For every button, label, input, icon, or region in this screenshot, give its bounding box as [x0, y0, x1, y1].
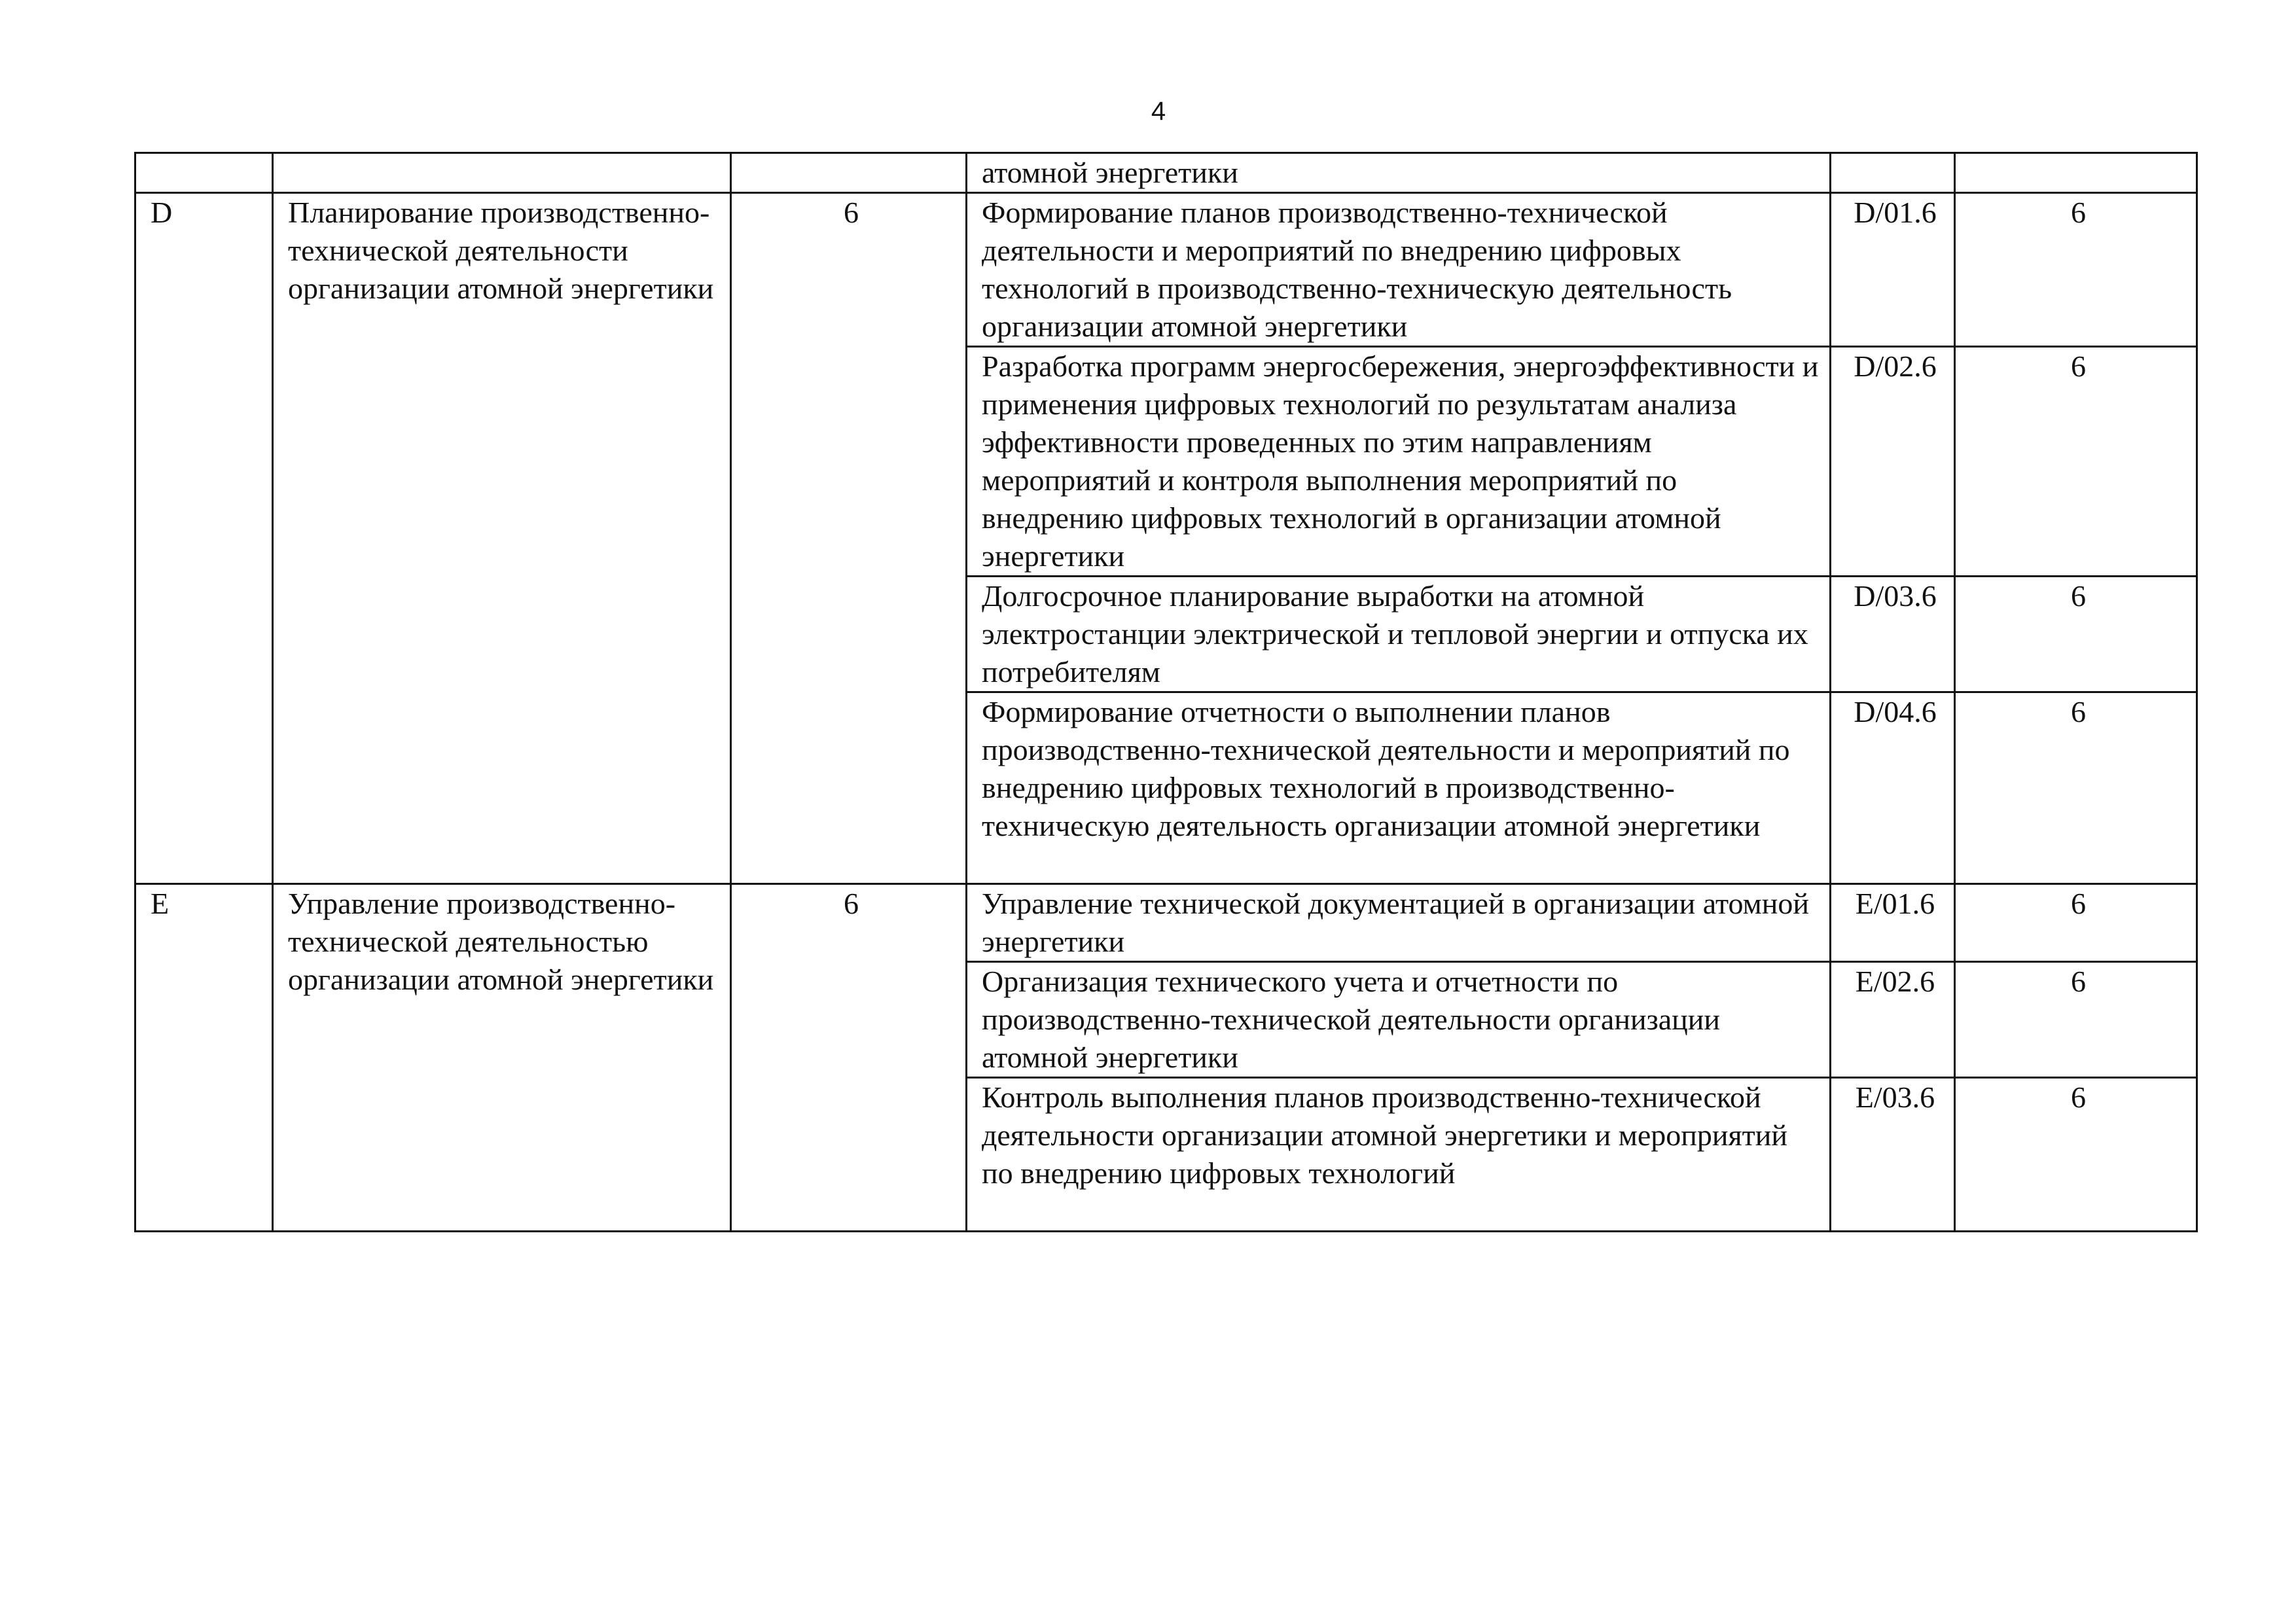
- table-row: [135, 193, 2197, 347]
- function-name: Контроль выполнения планов производственно-технической деятельности организации атомной энергетики и мероприятий по внедрению цифровых технологий: [967, 1078, 1831, 1232]
- empty-cell: [273, 153, 731, 193]
- function-sublevel: 6: [1955, 347, 2197, 577]
- group-code: D: [135, 193, 273, 884]
- page-number: 4: [1151, 97, 1166, 126]
- function-code: D/02.6: [1831, 347, 1955, 577]
- function-sublevel: 6: [1955, 692, 2197, 884]
- group-code: E: [135, 884, 273, 1232]
- function-code: D/04.6: [1831, 692, 1955, 884]
- empty-cell: [1955, 153, 2197, 193]
- empty-cell: [1831, 153, 1955, 193]
- function-code: E/01.6: [1831, 884, 1955, 962]
- function-code: E/03.6: [1831, 1078, 1955, 1232]
- table-row: [135, 884, 2197, 962]
- function-name: Управление технической документацией в организации атомной энергетики: [967, 884, 1831, 962]
- function-name: Разработка программ энергосбережения, энергоэффективности и применения цифровых технологий по результатам анализа эффективности проведенных по этим направлениям мероприятий и контроля выполнения мероприятий по внедрению цифровых технологий в организации атомной энергетики: [967, 347, 1831, 577]
- function-sublevel: 6: [1955, 577, 2197, 692]
- group-level: 6: [731, 884, 967, 1232]
- function-code: D/01.6: [1831, 193, 1955, 347]
- function-sublevel: 6: [1955, 962, 2197, 1078]
- labor-functions-table: [134, 152, 2198, 1232]
- function-name: Долгосрочное планирование выработки на атомной электростанции электрической и тепловой энергии и отпуска их потребителям: [967, 577, 1831, 692]
- function-code: E/02.6: [1831, 962, 1955, 1078]
- function-code: D/03.6: [1831, 577, 1955, 692]
- function-name: атомной энергетики: [967, 153, 1831, 193]
- group-level: 6: [731, 193, 967, 884]
- empty-cell: [135, 153, 273, 193]
- function-sublevel: 6: [1955, 193, 2197, 347]
- function-name: Формирование отчетности о выполнении планов производственно-технической деятельности и мероприятий по внедрению цифровых технологий в производственно-техническую деятельность организации атомной энергетики: [967, 692, 1831, 884]
- function-sublevel: 6: [1955, 884, 2197, 962]
- function-name: Формирование планов производственно-технической деятельности и мероприятий по внедрению цифровых технологий в производственно-техническую деятельность организации атомной энергетики: [967, 193, 1831, 347]
- group-name: Планирование производственно-технической деятельности организации атомной энергетики: [273, 193, 731, 884]
- function-name: Организация технического учета и отчетности по производственно-технической деятельности организации атомной энергетики: [967, 962, 1831, 1078]
- carry-over-row: [135, 153, 2197, 193]
- group-name: Управление производственно-технической деятельностью организации атомной энергетики: [273, 884, 731, 1232]
- empty-cell: [731, 153, 967, 193]
- function-sublevel: 6: [1955, 1078, 2197, 1232]
